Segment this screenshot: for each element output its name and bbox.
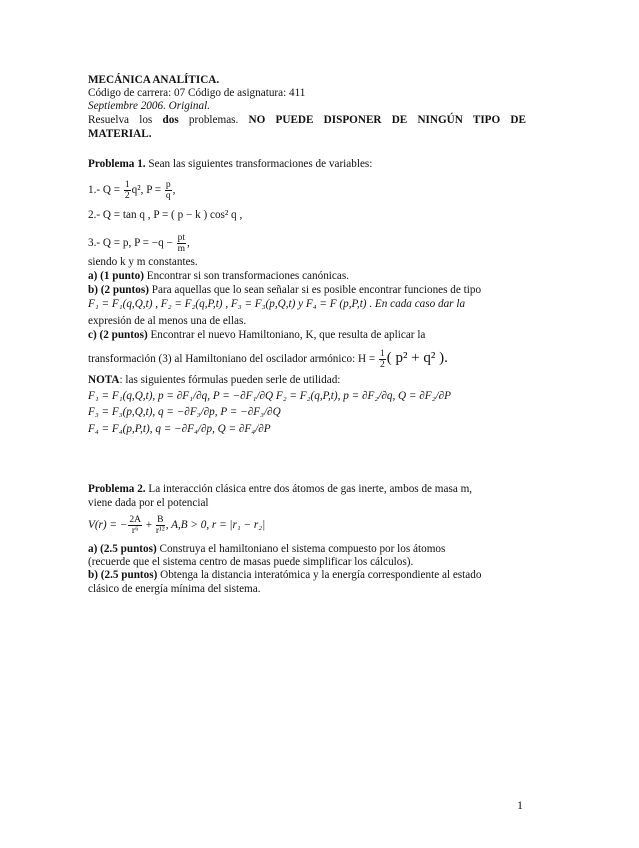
- formula-f3: F₃ = F₃(p,Q,t), q = −∂F₃/∂p, P = −∂F₃/∂Q: [88, 406, 281, 418]
- problem-1-part-c: c) (2 puntos) Encontrar el nuevo Hamiltoniano, K, que resulta de aplicar la: [88, 329, 426, 341]
- transformation-3: 3.- Q = p, P = −q − $\frac{pt}{m}$ ,: [88, 233, 190, 254]
- problem-1-heading: Problema 1. Sean las siguientes transformaciones de variables:: [88, 158, 373, 170]
- exam-session: Septiembre 2006. Original.: [88, 100, 211, 112]
- formula-f1-f2: F₁ = F₁(q,Q,t), p = ∂F₁/∂q, P = −∂F₁/∂Q F₂ = F₂(q,P,t), p = ∂F₂/∂q, Q = ∂F₂/∂P: [88, 390, 451, 402]
- page-number: 1: [517, 798, 523, 812]
- problem-1-part-a: a) (1 punto) Encontrar si son transformaciones canónicas.: [88, 270, 349, 282]
- problem-2-part-b-cont: clásico de energía mínima del sistema.: [88, 583, 261, 595]
- constants-note: siendo k y m constantes.: [88, 256, 198, 268]
- nota-label: NOTA: las siguientes fórmulas pueden serle de utilidad:: [88, 374, 341, 386]
- transformation-2: 2.- Q = tan q , P = ( p − k ) cos² q ,: [88, 209, 243, 221]
- problem-2-part-b: b) (2.5 puntos) Obtenga la distancia interatómica y la energía correspondiente al estado: [88, 569, 482, 581]
- problem-2-part-a: a) (2.5 puntos) Construya el hamiltoniano el sistema compuesto por los átomos: [88, 543, 446, 555]
- formula-f4: F₄ = F₄(p,P,t), q = −∂F₄/∂p, Q = ∂F₄/∂P: [88, 423, 271, 435]
- transformation-1: 1.- Q = $\frac{1}{2}$ q², P = $\frac{p}{q}$ ,: [88, 180, 176, 201]
- problem-2-intro: viene dada por el potencial: [88, 497, 209, 509]
- problem-2-part-a-cont: (recuerde que el sistema centro de masas puede simplificar los cálculos).: [88, 556, 414, 568]
- instructions: Resuelva los dos problemas. NO PUEDE DISPONER DE NINGÚN TIPO DE: [88, 114, 526, 126]
- problem-2-heading: Problema 2. La interacción clásica entre dos átomos de gas inerte, ambos de masa m,: [88, 483, 473, 495]
- exam-title: MECÁNICA ANALÍTICA.: [88, 74, 220, 86]
- oscillator-hamiltonian: transformación (3) al Hamiltoniano del oscilador armónico: H = $\frac{1}{2}$ ( p² + q² ).: [88, 349, 448, 370]
- course-codes: Código de carrera: 07 Código de asignatura: 411: [88, 87, 306, 99]
- problem-1-part-b: b) (2 puntos) Para aquellas que lo sean señalar si es posible encontrar funciones de tipo: [88, 284, 482, 296]
- generating-functions: F₁ = F₁(q,Q,t) , F₂ = F₂(q,P,t) , F₃ = F₃(p,Q,t) y F₄ = F (p,P,t) . En cada caso dar la: [88, 298, 466, 310]
- instructions-end: MATERIAL.: [88, 128, 152, 140]
- problem-1-part-b-end: expresión de al menos una de ellas.: [88, 315, 247, 327]
- potential-formula: V(r) = − $\frac{2A}{\text{r⁶}}$ + $\frac{B}{\text{r¹²}}$ , A,B > 0, r = |r₁ − r₂|: [88, 515, 266, 536]
